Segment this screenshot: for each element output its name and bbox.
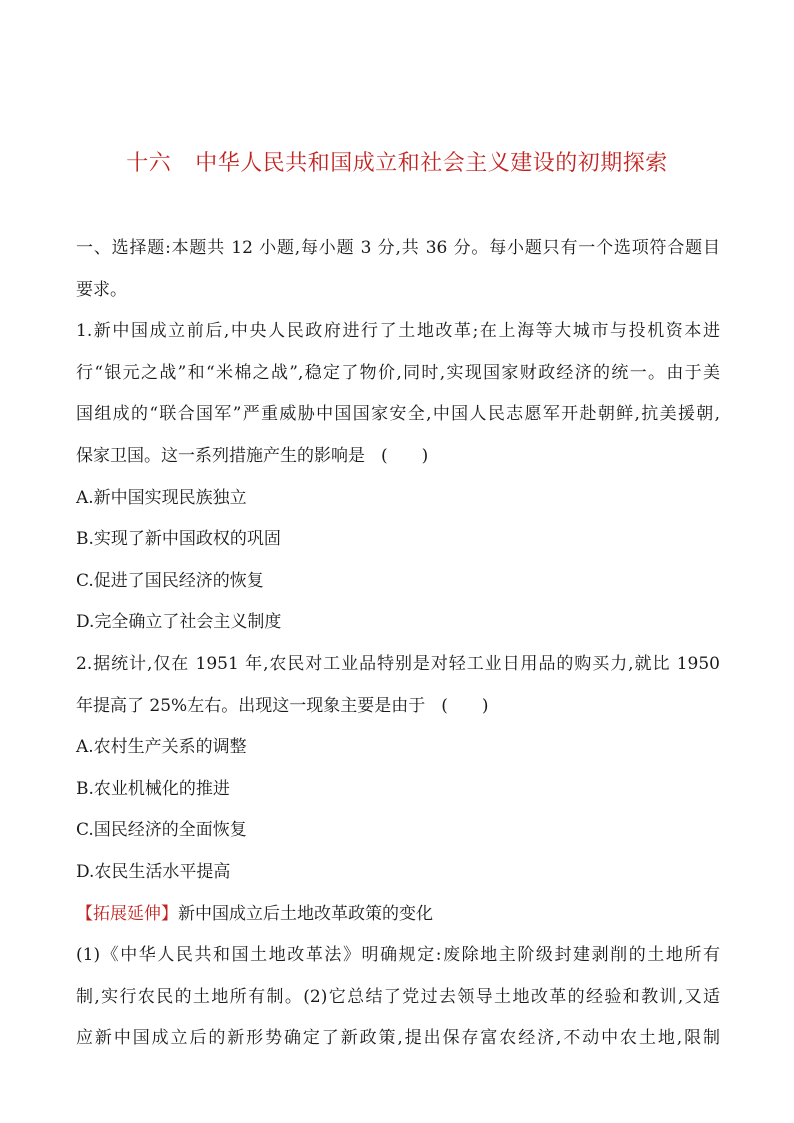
question-1-stem-text: 保家卫国。这一系列措施产生的影响是 <box>76 445 365 466</box>
question-1-stem-last-line <box>76 436 720 478</box>
title-text: 中华人民共和国成立和社会主义建设的初期探索 <box>195 151 668 176</box>
extension-text-line: 应新中国成立后的新形势确定了新政策,提出保存富农经济,不动中农土地,限制 <box>76 1028 720 1049</box>
page-title <box>0 146 794 177</box>
document-body <box>76 228 720 1060</box>
question-1-stem-line: 国组成的“联合国军”严重威胁中国国家安全,中国人民志愿军开赴朝鲜,抗美援朝, <box>76 404 720 425</box>
question-2-option-d: D.农民生活水平提高 <box>76 861 231 882</box>
question-2-option-c: C.国民经济的全面恢复 <box>76 820 247 841</box>
question-1-option-d: D.完全确立了社会主义制度 <box>76 612 282 633</box>
extension-text-line: (1)《中华人民共和国土地改革法》明确规定:废除地主阶级封建剥削的土地所有 <box>76 945 720 966</box>
answer-bracket: ( ) <box>441 695 489 716</box>
question-1-option-b: B.实现了新中国政权的巩固 <box>76 529 281 550</box>
question-1-option-a: A.新中国实现民族独立 <box>76 487 247 508</box>
answer-bracket: ( ) <box>381 445 429 466</box>
extension-heading <box>76 894 720 936</box>
question-1-option-c: C.促进了国民经济的恢复 <box>76 570 264 591</box>
extension-text-line: 制,实行农民的土地所有制。(2)它总结了党过去领导土地改革的经验和教训,又适 <box>76 986 720 1007</box>
extension-heading-text: 新中国成立后土地改革政策的变化 <box>178 903 433 924</box>
question-1-stem-line: 1.新中国成立前后,中央人民政府进行了土地改革;在上海等大城市与投机资本进 <box>76 321 720 342</box>
section-instruction-line: 要求。 <box>76 279 127 300</box>
question-2-stem-line: 2.据统计,仅在 1951 年,农民对工业品特别是对轻工业日用品的购买力,就比 1950 <box>76 653 720 674</box>
question-2-option-b: B.农业机械化的推进 <box>76 778 230 799</box>
question-2-option-a: A.农村生产关系的调整 <box>76 737 247 758</box>
title-number: 十六 <box>126 151 172 176</box>
question-2-stem-last-line <box>76 686 720 728</box>
extension-label: 【拓展延伸】 <box>76 903 178 924</box>
section-instruction-line: 一、选择题:本题共 12 小题,每小题 3 分,共 36 分。每小题只有一个选项符合题目 <box>76 238 720 258</box>
question-1-stem-line: 行“银元之战”和“米棉之战”,稳定了物价,同时,实现国家财政经济的统一。由于美 <box>76 362 720 383</box>
question-2-stem-text: 年提高了 25%左右。出现这一现象主要是由于 <box>76 695 426 716</box>
